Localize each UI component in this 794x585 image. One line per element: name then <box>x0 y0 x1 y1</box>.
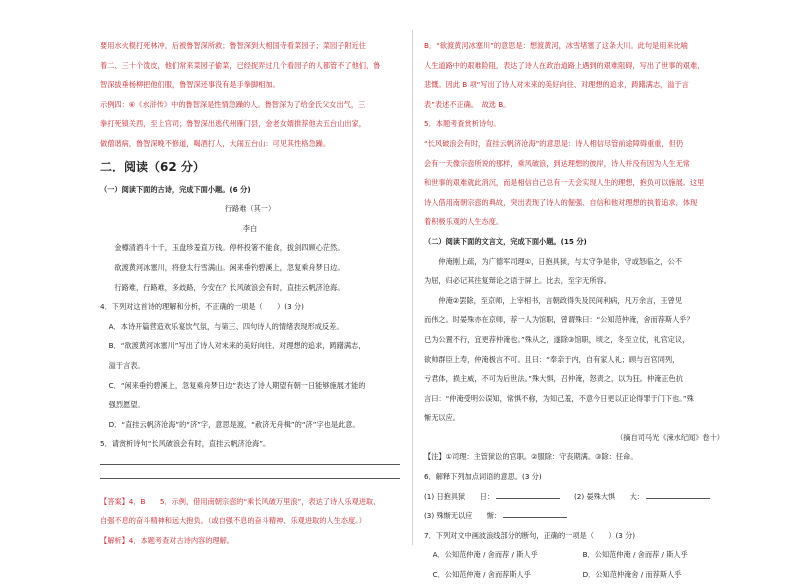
right-column <box>424 36 724 585</box>
prose-line: 为屈，归必记其往复辩论之语于屏上。比去，至字无所容。 <box>424 276 611 286</box>
q6-item: (1) 日抱具狱 日： <box>424 487 574 507</box>
text-line: 拳打死镇关西，至上官司；鲁智深出逃代州雁门县，金老女婿推荐他去五台山出家， <box>100 119 366 129</box>
right-red-paragraph <box>424 36 724 232</box>
answer-blank-line[interactable] <box>100 454 400 465</box>
fill-blank[interactable] <box>496 488 560 499</box>
left-red-paragraph <box>100 36 400 154</box>
text-line: 做僧谐病，鲁智深晚不修道，喝酒打人，大闹五台山：可见其性格急躁。 <box>100 138 331 148</box>
option-a[interactable]: A．公知范仲淹 / 舍而荐 / 斯人乎 <box>432 550 538 560</box>
fill-blank[interactable] <box>646 488 710 499</box>
option-b-continued: 溢于言表。 <box>108 360 145 370</box>
poem-line: 行路难，行路难，多歧路，今安在？长风破浪会有时，直挂云帆济沧海。 <box>114 282 345 292</box>
q6-row <box>424 487 724 507</box>
subsection-title: （二）阅读下面的文言文，完成下面小题。(15 分) <box>424 236 587 246</box>
answer-blank-line[interactable] <box>100 468 400 479</box>
text-line: B．“欲渡黄河冰塞川”的意思是：想渡黄河，冰雪堵塞了这条大川。此句是用来比喻 <box>424 41 688 50</box>
option-c: C．“闲来垂钓碧溪上，忽复乘舟梦日边”表达了诗人期望有朝一日能够施展才能的 <box>108 380 366 390</box>
text-line: 会有一天像宗悫所说的那样，乘风破浪，到达理想的彼岸，诗人并没有因为人生无常 <box>424 158 690 168</box>
prose-line: 欲帅群臣上寿，仲淹极言不可。且曰：“奉亲于内，自有家人礼；顾与百官同列， <box>424 354 680 364</box>
text-line: 诗人借用南朝宗悫的典故，突出表现了诗人的倔强、自信和他对理想的执着追求，体现 <box>424 197 698 207</box>
poem-author: 李白 <box>242 223 258 233</box>
poem-title: 行路难（其一） <box>224 204 276 214</box>
q7-options-row-2 <box>424 565 724 585</box>
q7-options-row-1 <box>424 545 724 565</box>
answer-line: 自强不息的奋斗精神和远大抱负。（或自强不息的奋斗精神、乐观进取的人生态度。） <box>100 516 366 526</box>
text-line: 着积极乐观的人生态度。 <box>424 217 504 227</box>
text-line: 着二、三十个泼皮，他们常来菜园子偷菜，已经捉弄过几个看园子的人都管不了他们，鲁 <box>100 60 381 70</box>
option-c-continued: 强烈愿望。 <box>108 400 145 410</box>
text-line: 智深拔垂杨柳把他们服，鲁智深还事没有是手拳脚相加。 <box>100 80 280 90</box>
prose-line: 而伟之。时晏殊亦在京师，荐一人为馆职，曾谓殊曰：“公知范仲淹，舍而荐斯人乎？ <box>424 315 694 325</box>
text-line: 悲慨。因此 B 项“写出了诗人对未来的美好向往、对理想的追求，踌躇满志，溢于言 <box>424 80 689 90</box>
fill-blank[interactable] <box>503 507 567 518</box>
prose-line: 亏君体，损主威，不可为后世法。”殊大惧，召仲淹，怒责之，以为狂。仲淹正色抗 <box>424 374 683 384</box>
text-line: 要用水火棍打死林冲，后被鲁智深所救；鲁智深到大相国寺看菜园子；菜园子附近住 <box>100 41 366 50</box>
analysis-line: 【解析】4．本题考查对古诗内容的理解。 <box>100 536 234 546</box>
question-7: 7．下列对文中画波浪线部分的断句，正确的一项是（ ）(3 分) <box>424 530 636 540</box>
option-c[interactable]: C．公知范仲淹 / 舍而荐斯人乎 <box>432 570 531 580</box>
question-4: 4．下列对这首诗的理解和分析，不正确的一项是（ ）(3 分) <box>100 302 304 312</box>
option-b[interactable]: B．公知范仲淹 / 舍而荐 / 斯人乎 <box>582 550 688 560</box>
q6-item: (2) 晏殊大惧 大： <box>574 487 724 507</box>
spacer <box>100 482 400 492</box>
text-line: 和世事的艰难就此消沉，而是相信自己总有一天会实现人生的理想，抱负可以施展。这里 <box>424 178 705 188</box>
question-6: 6．解释下列加点词语的意思。(3 分) <box>424 472 542 482</box>
answer-line: 【答案】4．B 5．示例，借用南朝宗悫的“乘长风破万里浪”，表达了诗人乐观进取、 <box>100 496 381 506</box>
text-line: 示例四：⑥《水浒传》中的鲁智深是性情急躁的人。鲁智深为了给金氏父女出气，三 <box>100 99 366 109</box>
subsection-title: （一）阅读下面的古诗，完成下面小题。(6 分) <box>100 184 251 194</box>
prose-line: 言曰：“仲淹受明公误知，常惧不称，为知己羞，不意今日更以正论得罪于门下也。”殊 <box>424 393 694 403</box>
poem-line: 金樽清酒斗十千，玉盘珍羞直万钱。停杯投箸不能食，拔剑四顾心茫然。 <box>114 243 345 253</box>
option-b: B．“欲渡黄河冰塞川”写出了诗人对未来的美好向往、对理想的追求，踌躇满志， <box>108 341 366 351</box>
text-line: “长风破浪会有时，直挂云帆济沧海”的意思是：诗人相信尽管前途障碍重重，但仍 <box>424 138 684 148</box>
left-column <box>100 36 400 551</box>
prose-line: 仲淹刚上疏，为广德军司理①，日抱具狱，与太守争是非，守或怒临之，公不 <box>438 256 683 266</box>
option-d: D．“直挂云帆济沧海”的“济”字，意思是渡，“赦济无舟楫”的“济”字也是此意。 <box>108 419 360 429</box>
prose-line: 惭无以应。 <box>424 413 460 423</box>
text-line: 人生道路中的艰难险阻，表达了诗人在政治道路上遇到的艰难阻碍，写出了世事的艰难， <box>424 60 705 70</box>
text-line: 表”表述不正确。 故选 B。 <box>424 99 511 109</box>
analysis-heading: 5．本题考查赏析诗句。 <box>424 119 501 129</box>
poem-line: 欲渡黄河冰塞川，将登太行雪满山。闲来垂钓碧溪上，忽复乘舟梦日边。 <box>114 262 345 272</box>
footnote: 【注】①司理：主管狱讼的官职。②服除：守丧期满。③除：任命。 <box>424 452 638 462</box>
column-divider <box>412 30 413 545</box>
section-title: 二．阅读（62 分） <box>100 159 205 174</box>
option-d[interactable]: D．公知范仲淹舍 / 而荐斯人乎 <box>582 570 682 580</box>
option-a: A．本诗开篇营造欢乐宴饮气氛，与第三、四句诗人的情绪表现形成反差。 <box>108 321 344 331</box>
question-5: 5．请赏析诗句“长风破浪会有时，直挂云帆济沧海”。 <box>100 439 271 449</box>
source-citation: （摘自司马光《涑水纪闻》卷十） <box>616 432 724 442</box>
q6-item-3: (3) 殊惭无以应 惭： <box>424 506 724 526</box>
answer-block <box>100 492 400 551</box>
prose-line: 已为公置不行，宜更荐仲淹也。”殊从之，遂除③馆职，顷之，冬至立仗，礼官定议， <box>424 334 690 344</box>
prose-line: 仲淹②罢除，至京师，上宰相书，言朝政得失及民间利病，凡万余言，王曾见 <box>438 295 683 305</box>
classical-prose <box>424 252 724 428</box>
